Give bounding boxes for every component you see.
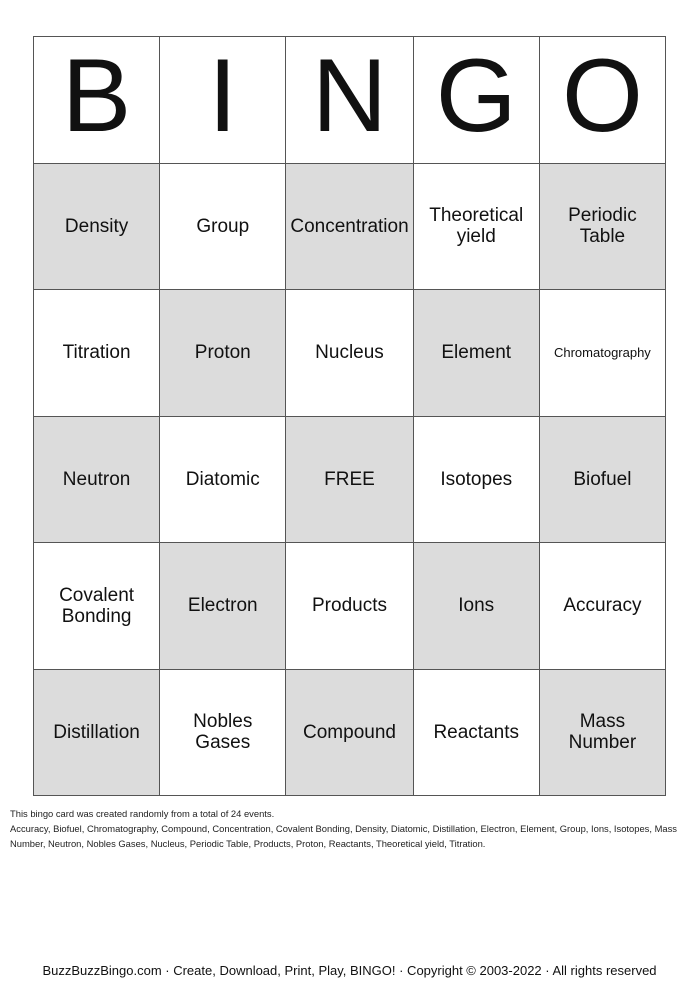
card-info [10,806,695,851]
bingo-cell: Periodic Table [540,164,666,291]
header-i: I [160,37,286,164]
bingo-cell: Chromatography [540,290,666,417]
bingo-cell: Compound [286,670,413,797]
bingo-cell: Diatomic [160,417,286,544]
bingo-cell: Nucleus [286,290,413,417]
header-g: G [414,37,540,164]
bingo-cell: Isotopes [414,417,540,544]
header-o: O [540,37,666,164]
footer-copyright: BuzzBuzzBingo.com · Create, Download, Print, Play, BINGO! · Copyright © 2003-2022 · All rights reserved [42,963,657,978]
bingo-cell: Proton [160,290,286,417]
bingo-cell: Concentration [286,164,413,291]
card-info-event-list: Accuracy, Biofuel, Chromatography, Compound, Concentration, Covalent Bonding, Density, Diatomic, Distillation, Electron, Element, Group, Ions, Isotopes, Mass Number, Neutron, Nobles Gases, Nucleus, Periodic Table, Products, Proton, Reactants, Theoretical yield, Titration. [10,823,677,849]
bingo-cell: Products [286,543,413,670]
header-b: B [34,37,160,164]
card-info-summary: This bingo card was created randomly from a total of 24 events. [10,808,275,819]
bingo-cell: Covalent Bonding [34,543,160,670]
bingo-cell: Theoretical yield [414,164,540,291]
bingo-cell: Neutron [34,417,160,544]
bingo-cell: Density [34,164,160,291]
bingo-cell: Group [160,164,286,291]
bingo-cell: Distillation [34,670,160,797]
bingo-cell: Nobles Gases [160,670,286,797]
bingo-cell: Reactants [414,670,540,797]
bingo-cell: Element [414,290,540,417]
bingo-cell: Electron [160,543,286,670]
bingo-cell: Mass Number [540,670,666,797]
bingo-cell: Biofuel [540,417,666,544]
bingo-cell: Titration [34,290,160,417]
free-space-cell: FREE [286,417,413,544]
bingo-cell: Ions [414,543,540,670]
bingo-cell: Accuracy [540,543,666,670]
bingo-card [33,36,666,796]
header-n: N [286,37,413,164]
